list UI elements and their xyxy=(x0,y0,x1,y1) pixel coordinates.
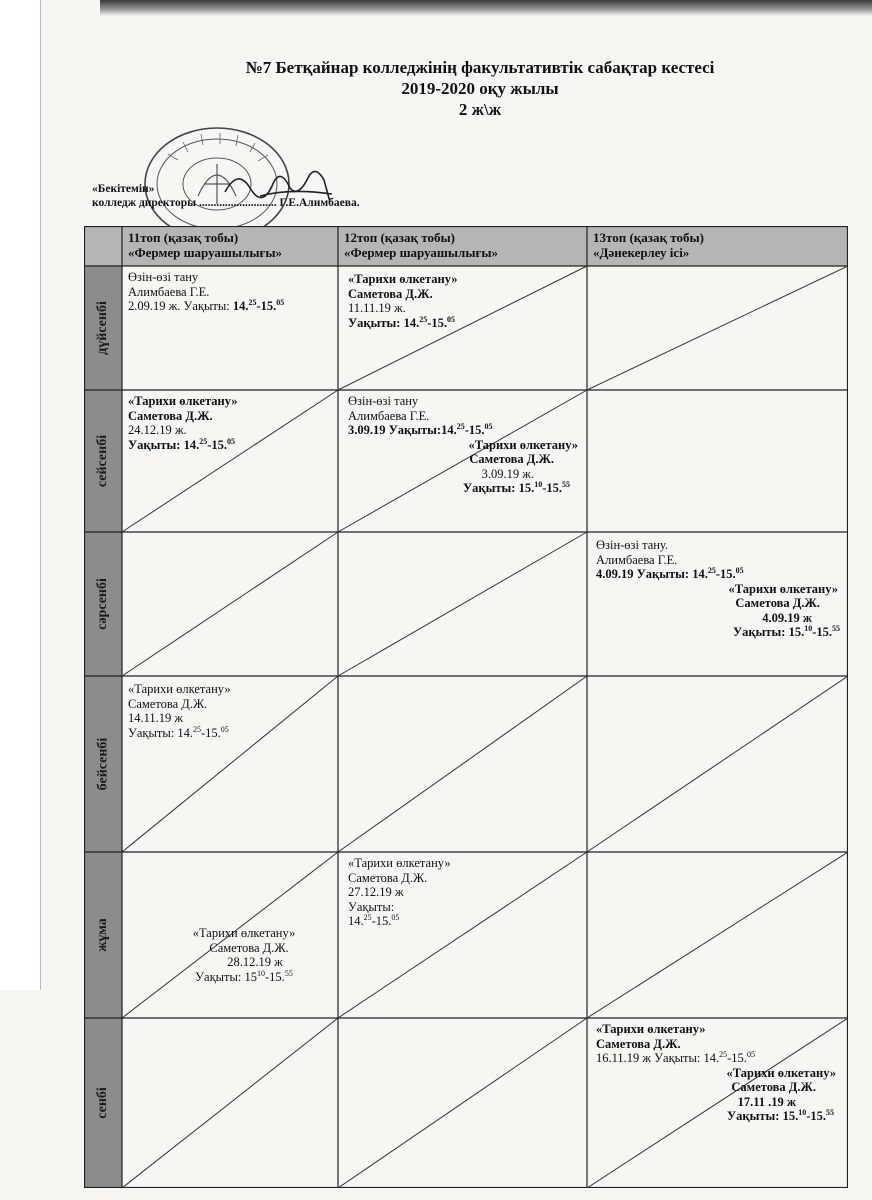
day-thursday: бейсенбі xyxy=(95,737,110,791)
entry-mon-g11: Өзін-өзі тану Алимбаева Г.Е. 2.09.19 ж. Уақыты: 14.25-15.05 xyxy=(128,270,285,313)
entry-thu-g11: «Тарихи өлкетану» Саметова Д.Ж. 14.11.19 ж Уақыты: 14.25-15.05 xyxy=(128,682,231,740)
document-title: №7 Бетқайнар колледжінің факультативтік сабақтар кестесі xyxy=(245,58,715,77)
scan-edge-top xyxy=(100,0,872,16)
academic-year: 2019-2020 оқу жылы xyxy=(401,79,559,98)
entry-fri-g12: «Тарихи өлкетану» Саметова Д.Ж. 27.12.19 ж Уақыты: 14.25-15.05 xyxy=(348,856,451,928)
schedule-table xyxy=(84,226,848,1188)
approval-block xyxy=(92,182,360,210)
entry-tue-g11: «Тарихи өлкетану» Саметова Д.Ж. 24.12.19 ж. Уақыты: 14.25-15.05 xyxy=(128,394,238,452)
header-group-12: 12топ (қазақ тобы) «Фермер шаруашылығы» xyxy=(344,230,499,260)
header-group-13: 13топ (қазақ тобы) «Дәнекерлеу ісі» xyxy=(593,230,704,260)
entry-fri-g11: «Тарихи өлкетану» Саметова Д.Ж. 28.12.19 ж Уақыты: $15^{10}-15.55$ xyxy=(192,926,296,984)
entry-tue-g12: Өзін-өзі тану Алимбаева Г.Е. 3.09.19 Уақыты:14.25-15.05 «Тарихи өлкетану» Саметова Д.Ж. 3.09.19 ж. Уақыты: 15.10-15.55 xyxy=(348,394,578,495)
day-friday: жұма xyxy=(95,918,110,952)
day-monday: дүйсенбі xyxy=(95,301,111,355)
approve-director: колледж директоры ........................... Г.Е.Алимбаева. xyxy=(92,197,360,209)
day-wednesday: сәрсенбі xyxy=(95,578,110,630)
semester: 2 ж\ж xyxy=(458,100,502,119)
entry-wed-g13: Өзін-өзі тану. Алимбаева Г.Е. 4.09.19 Уақыты: 14.25-15.05 «Тарихи өлкетану» Саметова Д.Ж. 4.09.19 ж Уақыты: 15.10-15.55 xyxy=(596,538,840,639)
header-group-11: 11топ (қазақ тобы) «Фермер шаруашылығы» xyxy=(128,230,283,260)
entry-sat-g13: «Тарихи өлкетану» Саметова Д.Ж. 16.11.19 ж Уақыты: 14.25-15.05 «Тарихи өлкетану» Саметова Д.Ж. 17.11 .19 ж Уақыты: 15.10-15.55 xyxy=(596,1022,836,1123)
entry-mon-g12: «Тарихи өлкетану» Саметова Д.Ж. 11.11.19 ж. Уақыты: 14.25-15.05 xyxy=(348,272,458,330)
scan-edge-left xyxy=(0,0,41,990)
day-tuesday: сейсенбі xyxy=(95,434,111,488)
day-saturday: сенбі xyxy=(95,1087,110,1119)
approve-heading: «Бекітемін» xyxy=(92,183,155,195)
